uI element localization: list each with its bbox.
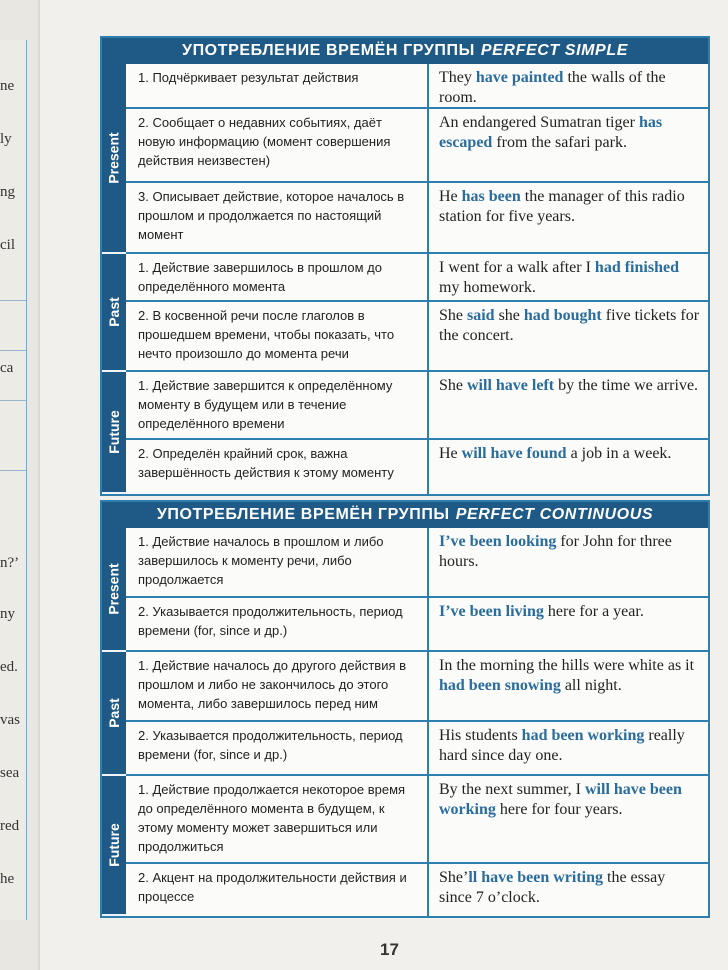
table-row bbox=[126, 254, 708, 302]
previous-page-column bbox=[0, 40, 27, 920]
group-past bbox=[102, 652, 708, 776]
usage-description: 2. Указывается продолжительность, период времени (for, since и др.) bbox=[126, 722, 429, 774]
example-sentence: She’ll have been writing the essay since 7 o’clock. bbox=[439, 869, 666, 906]
textbook-page bbox=[40, 0, 728, 970]
table-title-main: УПОТРЕБЛЕНИЕ ВРЕМЁН ГРУППЫ bbox=[156, 506, 450, 523]
table-title bbox=[102, 502, 708, 528]
table-row bbox=[126, 440, 708, 494]
table-row bbox=[126, 598, 708, 652]
group-label: Future bbox=[102, 372, 126, 494]
previous-page-edge bbox=[0, 0, 38, 970]
example-sentence: He will have found a job in a week. bbox=[439, 445, 672, 462]
usage-description: 2. Определён крайний срок, важна завершённость действия к этому моменту bbox=[126, 440, 429, 494]
usage-description: 2. Сообщает о недавних событиях, даёт новую информацию (момент совершения действия неизвестен) bbox=[126, 109, 429, 181]
margin-fragment: ny bbox=[0, 606, 15, 622]
table-row bbox=[126, 722, 708, 776]
usage-description: 2. В косвенной речи после глаголов в прошедшем времени, чтобы показать, что нечто произошло до момента речи bbox=[126, 302, 429, 370]
group-label: Past bbox=[102, 652, 126, 776]
table-row bbox=[126, 64, 708, 109]
example-sentence: They have painted the walls of the room. bbox=[439, 69, 666, 106]
margin-fragment: ng bbox=[0, 184, 15, 200]
usage-description: 3. Описывает действие, которое началось в прошлом и продолжается по настоящий момент bbox=[126, 183, 429, 252]
page-number: 17 bbox=[380, 940, 399, 959]
usage-description: 1. Действие началось в прошлом и либо завершилось к моменту речи, либо продолжается bbox=[126, 528, 429, 596]
table-row bbox=[126, 372, 708, 440]
perfect-simple-table bbox=[100, 36, 710, 496]
example-sentence: An endangered Sumatran tiger has escaped from the safari park. bbox=[439, 114, 663, 151]
table-row bbox=[126, 528, 708, 598]
example-sentence: I went for a walk after I had finished my homework. bbox=[439, 259, 679, 296]
group-future bbox=[102, 372, 708, 494]
table-row bbox=[126, 652, 708, 722]
example-sentence: I’ve been looking for John for three hours. bbox=[439, 533, 672, 570]
table-row bbox=[126, 109, 708, 183]
margin-fragment: cil bbox=[0, 237, 15, 253]
table-row bbox=[126, 183, 708, 254]
table-row bbox=[126, 302, 708, 372]
example-sentence: I’ve been living here for a year. bbox=[439, 603, 644, 620]
table-title-tense: PERFECT CONTINUOUS bbox=[455, 506, 654, 523]
table-title-main: УПОТРЕБЛЕНИЕ ВРЕМЁН ГРУППЫ bbox=[182, 42, 475, 59]
margin-fragment: red bbox=[0, 818, 20, 834]
usage-description: 1. Действие началось до другого действия в прошлом и либо не закончилось до этого момента, либо завершилось перед ним bbox=[126, 652, 429, 720]
group-future bbox=[102, 776, 708, 916]
example-sentence: His students had been working really hard since day one. bbox=[439, 727, 685, 764]
group-label: Past bbox=[102, 254, 126, 372]
group-present bbox=[102, 64, 708, 254]
example-sentence: She said she had bought five tickets for the concert. bbox=[439, 307, 700, 344]
group-present bbox=[102, 528, 708, 652]
margin-fragment: ly bbox=[0, 131, 12, 147]
margin-fragment: he bbox=[0, 871, 15, 887]
margin-fragment: sea bbox=[0, 765, 20, 781]
table-title-tense: PERFECT SIMPLE bbox=[480, 42, 628, 59]
margin-divider bbox=[0, 400, 26, 401]
perfect-continuous-table bbox=[100, 500, 710, 918]
usage-description: 1. Действие завершится к определённому моменту в будущем или в течение определённого времени bbox=[126, 372, 429, 438]
table-row bbox=[126, 864, 708, 916]
group-past bbox=[102, 254, 708, 372]
usage-description: 1. Действие продолжается некоторое время до определённого момента в будущем, к этому моменту может завершиться или продолжиться bbox=[126, 776, 429, 862]
margin-divider bbox=[0, 300, 26, 301]
margin-fragment: vas bbox=[0, 712, 20, 728]
margin-fragment: n?’ bbox=[0, 555, 20, 571]
table-title bbox=[102, 38, 708, 64]
table-row bbox=[126, 776, 708, 864]
margin-fragment: ne bbox=[0, 78, 15, 94]
margin-divider bbox=[0, 350, 26, 351]
usage-description: 1. Действие завершилось в прошлом до определённого момента bbox=[126, 254, 429, 300]
usage-description: 2. Акцент на продолжительности действия и процессе bbox=[126, 864, 429, 916]
usage-description: 2. Указывается продолжительность, период времени (for, since и др.) bbox=[126, 598, 429, 650]
group-label: Present bbox=[102, 528, 126, 652]
margin-divider bbox=[0, 470, 26, 471]
group-label: Present bbox=[102, 64, 126, 254]
example-sentence: By the next summer, I will have been working here for four years. bbox=[439, 781, 682, 818]
group-label: Future bbox=[102, 776, 126, 916]
example-sentence: He has been the manager of this radio station for five years. bbox=[439, 188, 685, 225]
example-sentence: In the morning the hills were white as it had been snowing all night. bbox=[439, 657, 695, 694]
usage-description: 1. Подчёркивает результат действия bbox=[126, 64, 429, 107]
margin-fragment: ca bbox=[0, 360, 14, 376]
margin-fragment: ed. bbox=[0, 659, 18, 675]
example-sentence: She will have left by the time we arrive. bbox=[439, 377, 699, 394]
